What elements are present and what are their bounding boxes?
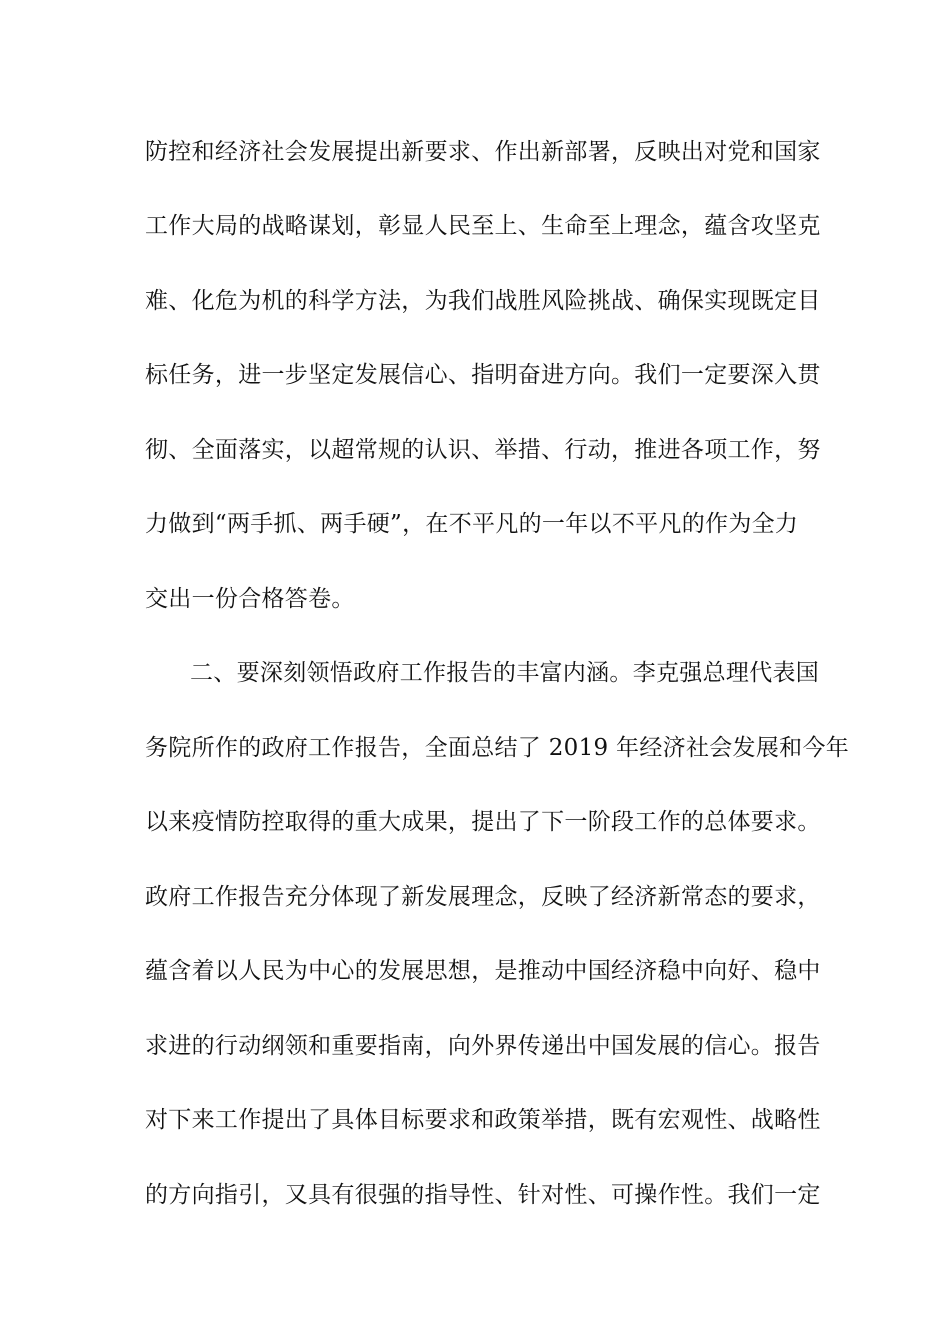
text-line-2: 工作大局的战略谋划，彰显人民至上、生命至上理念，蕴含攻坚克: [145, 213, 821, 239]
text-line-4: 标任务，进一步坚定发展信心、指明奋进方向。我们一定要深入贯: [145, 362, 821, 388]
text-line-12: 蕴含着以人民为中心的发展思想，是推动中国经济稳中向好、稳中: [145, 958, 821, 984]
text-line-3: 难、化危为机的科学方法，为我们战胜风险挑战、确保实现既定目: [145, 288, 821, 314]
text-line-14: 对下来工作提出了具体目标要求和政策举措，既有宏观性、战略性: [145, 1107, 821, 1133]
text-line-13: 求进的行动纲领和重要指南，向外界传递出中国发展的信心。报告: [145, 1033, 821, 1059]
text-line-10: 以来疫情防控取得的重大成果，提出了下一阶段工作的总体要求。: [145, 809, 821, 835]
text-line-5: 彻、全面落实，以超常规的认识、举措、行动，推进各项工作，努: [145, 437, 821, 463]
text-line-15: 的方向指引，又具有很强的指导性、针对性、可操作性。我们一定: [145, 1182, 821, 1208]
paragraph-2-first-line: 二、要深刻领悟政府工作报告的丰富内涵。李克强总理代表国: [190, 660, 820, 686]
text-line-1: 防控和经济社会发展提出新要求、作出新部署，反映出对党和国家: [145, 139, 821, 165]
text-line-11: 政府工作报告充分体现了新发展理念，反映了经济新常态的要求，: [145, 884, 821, 910]
text-line-9: 务院所作的政府工作报告，全面总结了 2019 年经济社会发展和今年: [145, 735, 850, 761]
text-line-7: 交出一份合格答卷。: [145, 586, 355, 612]
text-line-6: 力做到“两手抓、两手硬”，在不平凡的一年以不平凡的作为全力: [145, 511, 799, 537]
